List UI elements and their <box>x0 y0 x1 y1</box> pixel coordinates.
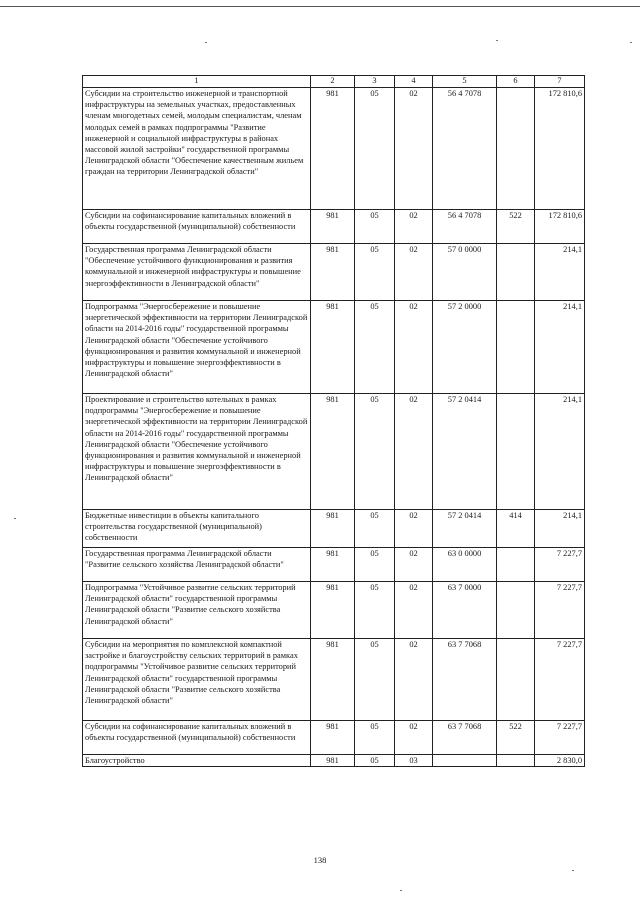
expense-type-code <box>497 394 535 510</box>
subsection-code: 02 <box>395 88 433 210</box>
budget-table-body <box>83 76 585 767</box>
subsection-code: 02 <box>395 548 433 582</box>
row-description: Проектирование и строительство котельных в рамках подпрограммы "Энергосбережение и повышение энергетической эффективности на территории Ленинградской области на 2014-2016 годы" государственной программы Ленинградской области "Обеспечение устойчивого функционирования и развития коммунальной и инженерной инфраструктуры и повышение энергоэффективности в Ленинградской области" <box>83 394 311 510</box>
table-row <box>83 301 585 394</box>
scan-speck <box>14 518 16 519</box>
row-description: Субсидии на мероприятия по комплексной компактной застройке и благоустройству сельских территорий в рамках подпрограммы "Устойчивое развитие сельских территорий Ленинградской области" государственной программы Ленинградской области "Развитие сельского хозяйства Ленинградской области" <box>83 639 311 721</box>
row-description: Субсидии на софинансирование капитальных вложений в объекты государственной (муниципальной) собственности <box>83 721 311 755</box>
table-row <box>83 510 585 548</box>
target-article-code: 63 7 0000 <box>433 582 497 639</box>
row-description: Подпрограмма "Устойчивое развитие сельских территорий Ленинградской области" государственной программы Ленинградской области "Развитие сельского хозяйства Ленинградской области" <box>83 582 311 639</box>
expense-type-code <box>497 301 535 394</box>
section-code: 05 <box>355 639 395 721</box>
table-row <box>83 548 585 582</box>
subsection-code: 02 <box>395 301 433 394</box>
top-rule <box>0 6 640 7</box>
ministry-code: 981 <box>311 582 355 639</box>
ministry-code: 981 <box>311 755 355 767</box>
subsection-code: 02 <box>395 394 433 510</box>
target-article-code: 63 7 7068 <box>433 721 497 755</box>
column-header: 4 <box>395 76 433 88</box>
column-header: 6 <box>497 76 535 88</box>
ministry-code: 981 <box>311 510 355 548</box>
target-article-code: 57 2 0000 <box>433 301 497 394</box>
column-header: 5 <box>433 76 497 88</box>
ministry-code: 981 <box>311 394 355 510</box>
amount: 172 810,6 <box>535 210 585 244</box>
subsection-code: 02 <box>395 244 433 301</box>
section-code: 05 <box>355 548 395 582</box>
ministry-code: 981 <box>311 210 355 244</box>
ministry-code: 981 <box>311 721 355 755</box>
table-row <box>83 394 585 510</box>
table-row <box>83 755 585 767</box>
amount: 7 227,7 <box>535 721 585 755</box>
expense-type-code <box>497 548 535 582</box>
expense-type-code: 522 <box>497 721 535 755</box>
expense-type-code: 522 <box>497 210 535 244</box>
scan-speck <box>572 870 574 871</box>
column-header: 7 <box>535 76 585 88</box>
ministry-code: 981 <box>311 301 355 394</box>
expense-type-code <box>497 755 535 767</box>
budget-table <box>82 75 585 767</box>
amount: 7 227,7 <box>535 548 585 582</box>
target-article-code: 57 2 0414 <box>433 510 497 548</box>
page-number: 138 <box>313 855 327 865</box>
target-article-code: 57 0 0000 <box>433 244 497 301</box>
row-description: Бюджетные инвестиции в объекты капитального строительства государственной (муниципальной) собственности <box>83 510 311 548</box>
amount: 214,1 <box>535 301 585 394</box>
scan-speck <box>496 40 498 41</box>
subsection-code: 03 <box>395 755 433 767</box>
expense-type-code <box>497 582 535 639</box>
target-article-code: 63 7 7068 <box>433 639 497 721</box>
table-row <box>83 582 585 639</box>
expense-type-code <box>497 244 535 301</box>
ministry-code: 981 <box>311 244 355 301</box>
target-article-code <box>433 755 497 767</box>
scan-speck <box>400 890 402 891</box>
subsection-code: 02 <box>395 639 433 721</box>
column-header: 3 <box>355 76 395 88</box>
row-description: Государственная программа Ленинградской области "Развитие сельского хозяйства Ленинградской области" <box>83 548 311 582</box>
table-row <box>83 244 585 301</box>
target-article-code: 56 4 7078 <box>433 88 497 210</box>
scan-speck <box>630 42 632 43</box>
amount: 172 810,6 <box>535 88 585 210</box>
row-description: Государственная программа Ленинградской области "Обеспечение устойчивого функционирования и развития коммунальной и инженерной инфраструктуры и повышение энергоэффективности в Ленинградской области" <box>83 244 311 301</box>
section-code: 05 <box>355 755 395 767</box>
scan-speck <box>205 42 207 43</box>
column-header: 1 <box>83 76 311 88</box>
section-code: 05 <box>355 510 395 548</box>
ministry-code: 981 <box>311 639 355 721</box>
amount: 214,1 <box>535 510 585 548</box>
section-code: 05 <box>355 88 395 210</box>
section-code: 05 <box>355 394 395 510</box>
amount: 214,1 <box>535 394 585 510</box>
table-row <box>83 721 585 755</box>
column-header: 2 <box>311 76 355 88</box>
row-description: Благоустройство <box>83 755 311 767</box>
expense-type-code <box>497 88 535 210</box>
target-article-code: 57 2 0414 <box>433 394 497 510</box>
amount: 214,1 <box>535 244 585 301</box>
expense-type-code: 414 <box>497 510 535 548</box>
section-code: 05 <box>355 301 395 394</box>
table-row <box>83 639 585 721</box>
subsection-code: 02 <box>395 510 433 548</box>
section-code: 05 <box>355 721 395 755</box>
row-description: Подпрограмма "Энергосбережение и повышение энергетической эффективности на территории Ленинградской области на 2014-2016 годы" государственной программы Ленинградской области "Обеспечение устойчивого функционирования и развития коммунальной и инженерной инфраструктуры и повышение энергоэффективности в Ленинградской области" <box>83 301 311 394</box>
subsection-code: 02 <box>395 721 433 755</box>
table-row <box>83 210 585 244</box>
row-description: Субсидии на строительство инженерной и транспортной инфраструктуры на земельных участках, предоставленных членам многодетных семей, молодым специалистам, членам молодых семей в рамках подпрограммы "Развитие инженерной и социальной инфраструктуры в районах массовой жилой застройки" государственной программы Ленинградской области "Обеспечение качественным жильем граждан на территории Ленинградской области" <box>83 88 311 210</box>
table-row <box>83 88 585 210</box>
ministry-code: 981 <box>311 548 355 582</box>
expense-type-code <box>497 639 535 721</box>
target-article-code: 63 0 0000 <box>433 548 497 582</box>
section-code: 05 <box>355 244 395 301</box>
subsection-code: 02 <box>395 210 433 244</box>
row-description: Субсидии на софинансирование капитальных вложений в объекты государственной (муниципальной) собственности <box>83 210 311 244</box>
target-article-code: 56 4 7078 <box>433 210 497 244</box>
amount: 7 227,7 <box>535 582 585 639</box>
amount: 2 830,0 <box>535 755 585 767</box>
amount: 7 227,7 <box>535 639 585 721</box>
ministry-code: 981 <box>311 88 355 210</box>
section-code: 05 <box>355 210 395 244</box>
section-code: 05 <box>355 582 395 639</box>
table-header-row <box>83 76 585 88</box>
subsection-code: 02 <box>395 582 433 639</box>
